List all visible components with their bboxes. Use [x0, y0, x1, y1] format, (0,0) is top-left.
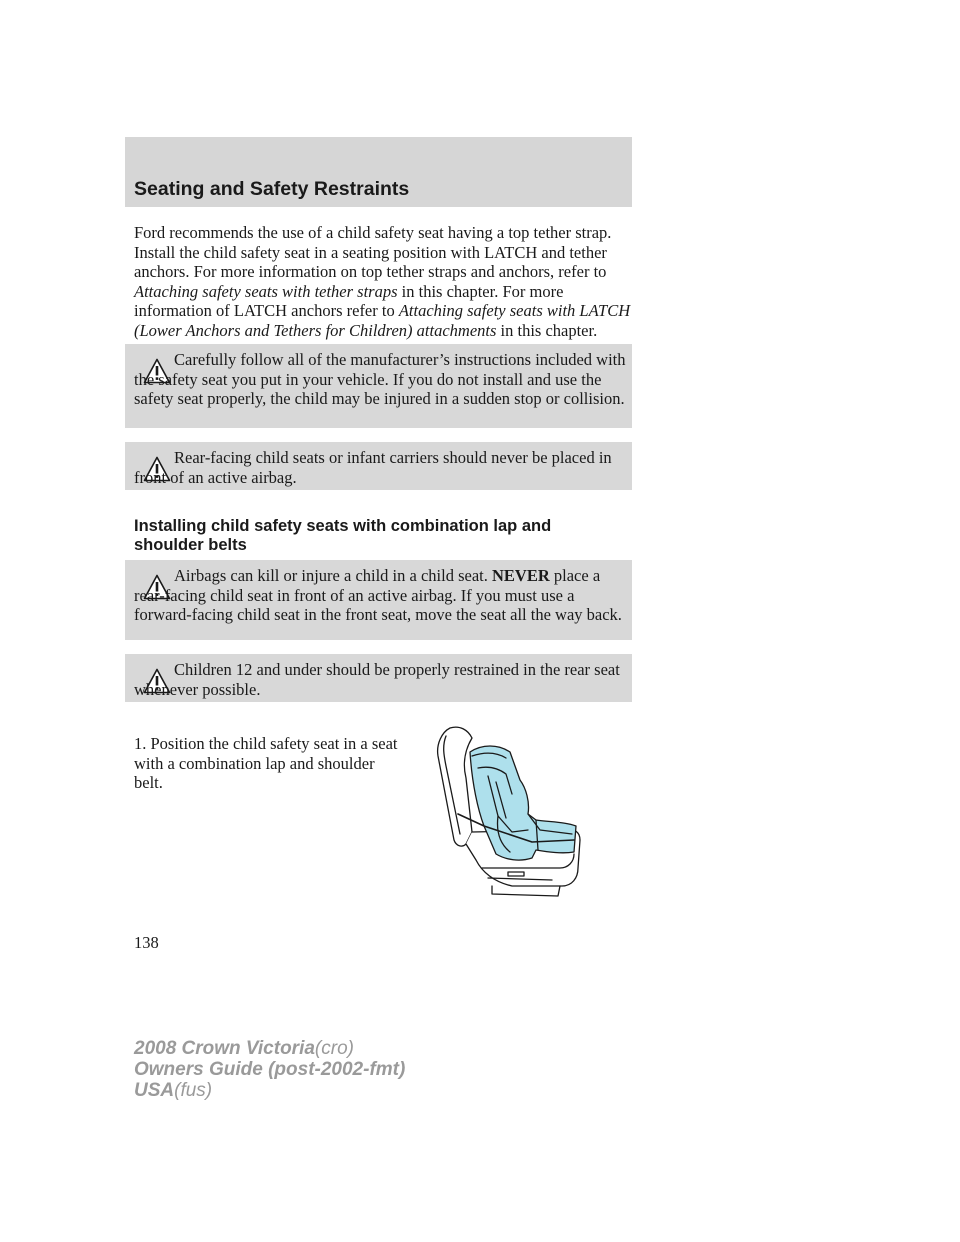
- footer-market-code: (fus): [174, 1080, 213, 1101]
- reference-tether-straps: Attaching safety seats with tether straps: [134, 281, 398, 301]
- footer-model: 2008 Crown Victoria: [134, 1038, 315, 1059]
- warning-text-4: Children 12 and under should be properly restrained in the rear seat whenever possible.: [134, 660, 620, 699]
- warning-text-3a: Airbags can kill or injure a child in a child seat.: [174, 566, 492, 585]
- intro-text-1: Ford recommends the use of a child safety seat having a top tether strap. Install the child safety seat in a seating position with LATCH and tether anchors. For more information on top tether straps and anchors, refer to: [134, 223, 612, 282]
- subheading-combination-belts: Installing child safety seats with combination lap and shoulder belts: [134, 517, 552, 554]
- warning-box-2: [125, 442, 632, 490]
- warning-text-2: Rear-facing child seats or infant carriers should never be placed in front of an active airbag.: [134, 448, 612, 487]
- reference-latch: Attaching safety seats with LATCH (Lower Anchors and Tethers for Children) attachments: [134, 301, 631, 340]
- child-seat-illustration: [432, 722, 592, 900]
- footer-model-code: (cro): [314, 1038, 354, 1059]
- section-header-band: [125, 137, 632, 207]
- intro-paragraph: [134, 223, 634, 341]
- warning-never-emphasis: NEVER: [492, 566, 550, 585]
- intro-text-2: in this chapter. For more information of LATCH anchors refer to: [134, 281, 564, 321]
- page-number: 138: [134, 933, 159, 952]
- warning-box-3: [125, 560, 632, 640]
- step-1-text: 1. Position the child safety seat in a seat with a combination lap and shoulder belt.: [134, 734, 398, 793]
- section-title: Seating and Safety Restraints: [134, 178, 410, 200]
- footer-line-2: [134, 1059, 405, 1080]
- footer-line-1: [134, 1038, 405, 1059]
- warning-box-4: [125, 654, 632, 702]
- warning-text-1: Carefully follow all of the manufacturer’s instructions included with the safety seat you put in your vehicle. If you do not install and use the safety seat properly, the child may be injured in a sudden stop or collision.: [134, 350, 626, 409]
- footer-line-3: [134, 1080, 405, 1101]
- warning-text-3b: place a rear-facing child seat in front of an active airbag. If you must use a forward-facing child seat in the front seat, move the seat all the way back.: [134, 566, 622, 625]
- warning-text-3: [134, 566, 626, 625]
- intro-text-3: in this chapter.: [496, 320, 598, 340]
- warning-box-1: [125, 344, 632, 428]
- document-footer: [134, 1038, 405, 1101]
- footer-market: USA: [134, 1080, 175, 1101]
- footer-guide-format: Owners Guide (post-2002-fmt): [134, 1059, 406, 1080]
